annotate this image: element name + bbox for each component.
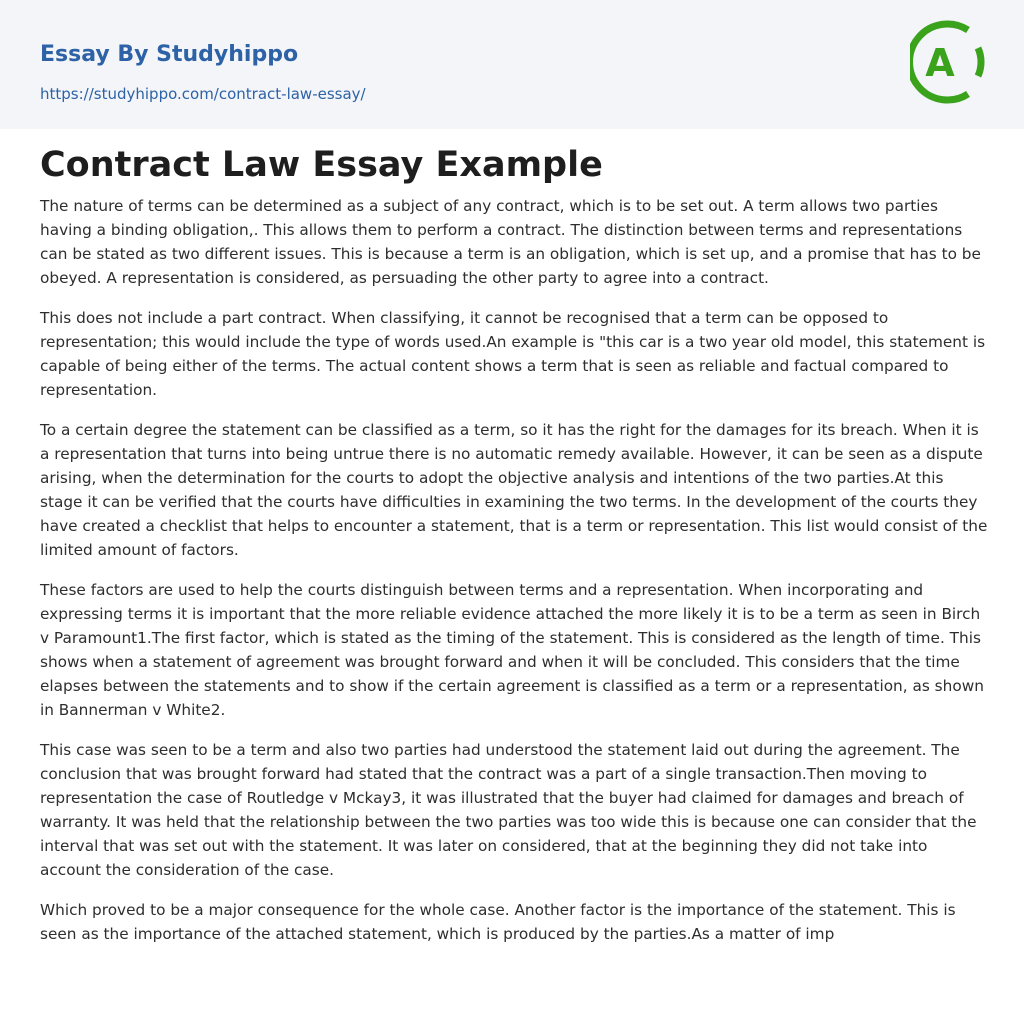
essay-paragraph: The nature of terms can be determined as a subject of any contract, which is to be set out. A term allows two parties having a binding obligation,. This allows them to perform a contract. The distinction between terms and representations can be stated as two different issues. This is because a term is an obligation, which is set up, and a promise that has to be obeyed. A representation is considered, as persuading the other party to agree into a contract. (40, 197, 981, 287)
site-header (0, 0, 1024, 129)
brand-title[interactable]: Essay By Studyhippo (40, 42, 299, 67)
logo-letter: A (925, 41, 955, 85)
studyhippo-logo-icon[interactable] (910, 18, 988, 106)
essay-paragraph: This does not include a part contract. When classifying, it cannot be recognised that a term can be opposed to representation; this would include the type of words used.An example is "this car is a two year old model, this statement is capable of being either of the terms. The actual content shows a term that is seen as reliable and factual compared to representation. (40, 309, 986, 399)
essay-paragraph: This case was seen to be a term and also two parties had understood the statement laid out during the agreement. The conclusion that was brought forward had stated that the contract was a part of a single transaction.Then moving to representation the case of Routledge v Mckay3, it was illustrated that the buyer had claimed for damages and breach of warranty. It was held that the relationship between the two parties was too wide this is because one can consider that the interval that was set out with the statement. It was later on considered, that at the beginning they did not take into account the consideration of the case. (40, 741, 977, 879)
essay-paragraph: Which proved to be a major consequence for the whole case. Another factor is the importance of the statement. This is seen as the importance of the attached statement, which is produced by the parties.As a matter of imp (40, 901, 956, 943)
essay-paragraph: These factors are used to help the courts distinguish between terms and a representation. When incorporating and expressing terms it is important that the more reliable evidence attached the more likely it is to be a term as seen in Birch v Paramount1.The first factor, which is stated as the timing of the statement. This is considered as the length of time. This shows when a statement of agreement was brought forward and when it will be concluded. This considers that the time elapses between the statements and to show if the certain agreement is classified as a term or a representation, as shown in Bannerman v White2. (40, 581, 984, 719)
page-title: Contract Law Essay Example (40, 145, 603, 185)
essay-body (40, 194, 988, 962)
source-url-link[interactable]: https://studyhippo.com/contract-law-essay/ (40, 85, 366, 103)
essay-paragraph: To a certain degree the statement can be classified as a term, so it has the right for the damages for its breach. When it is a representation that turns into being untrue there is no automatic remedy available. However, it can be seen as a dispute arising, when the determination for the courts to adopt the objective analysis and intentions of the two parties.At this stage it can be verified that the courts have difficulties in examining the two terms. In the development of the courts they have created a checklist that helps to encounter a statement, that is a term or representation. This list would consist of the limited amount of factors. (40, 421, 988, 559)
